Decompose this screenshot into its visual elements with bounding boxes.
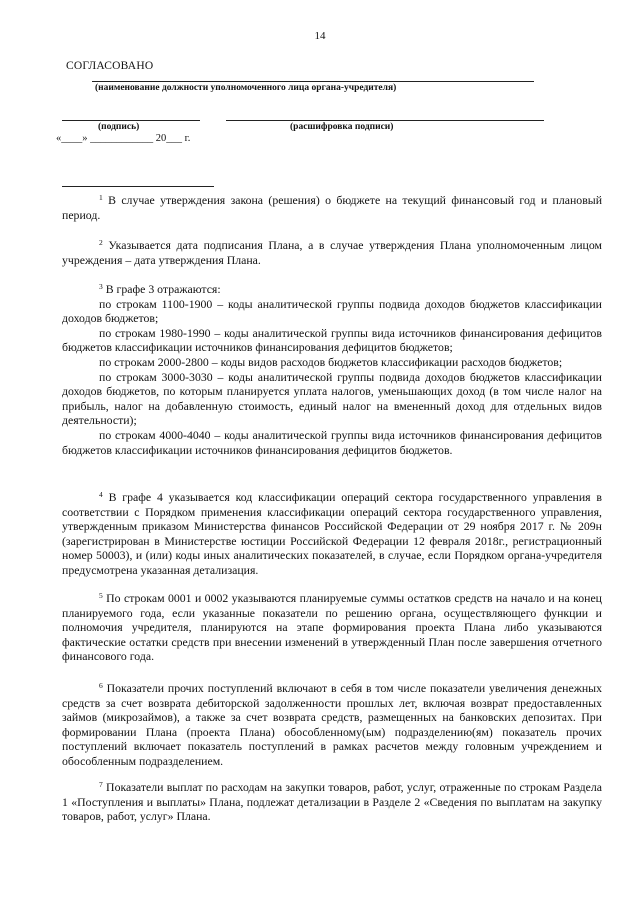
- decoding-caption: (расшифровка подписи): [290, 122, 394, 132]
- footnote-text: Показатели выплат по расходам на закупки товаров, работ, услуг, отраженные по строкам Раздела 1 «Поступления и выплаты» Плана, подлежат детализации в Разделе 2 «Сведения по выплатам на закупку товаров, работ, услуг» Плана.: [62, 780, 603, 824]
- signature-line: [62, 120, 200, 121]
- footnote-mark: 1: [99, 193, 103, 202]
- footnote-4: [62, 490, 602, 578]
- footnote-mark: 4: [99, 490, 103, 499]
- page-number: 14: [314, 30, 326, 42]
- footnote-item: по строкам 2000-2800 – коды видов расходов бюджетов классификации расходов бюджетов;: [99, 354, 563, 369]
- footnote-item: по строкам 4000-4040 – коды аналитической группы вида источников финансирования дефицитов бюджетов классификации источников финансирования дефицитов бюджетов.: [62, 427, 602, 457]
- approval-heading: СОГЛАСОВАНО: [66, 60, 154, 72]
- footnote-5: [62, 591, 602, 664]
- footnote-mark: 7: [99, 780, 103, 789]
- footnote-mark: 2: [99, 238, 103, 247]
- footnote-mark: 6: [99, 681, 103, 690]
- footnote-1: [62, 193, 602, 222]
- footnote-item: по строкам 1100-1900 – коды аналитической группы подвида доходов бюджетов классификации доходов бюджетов;: [62, 296, 602, 326]
- footnote-6: [62, 681, 602, 769]
- footnote-7: [62, 780, 602, 824]
- footnote-text: По строкам 0001 и 0002 указываются планируемые суммы остатков средств на начало и на конец планируемого года, если указанные показатели по решению органа, осуществляющего функции и полномочия учредителя, планируются на этапе формирования проекта Плана либо указываются фактические остатки средств при внесении изменений в утвержденный План после завершения отчетного финансового года.: [62, 591, 602, 664]
- position-caption: (наименование должности уполномоченного лица органа-учредителя): [95, 83, 397, 93]
- signature-caption: (подпись): [98, 122, 140, 132]
- footnote-text: Указывается дата подписания Плана, а в случае утверждения Плана уполномоченным лицом учреждения – дата утверждения Плана.: [62, 238, 602, 267]
- footnote-separator: [62, 186, 214, 187]
- footnote-2: [62, 238, 602, 267]
- footnote-3: [62, 282, 602, 457]
- approval-date-line: «____» ____________ 20___ г.: [56, 133, 191, 144]
- footnote-intro: В графе 3 отражаются:: [105, 282, 221, 296]
- footnote-text: Показатели прочих поступлений включают в себя в том числе показатели увеличения денежных средств за счет возврата дебиторской задолженности прошлых лет, включая возврат предоставленных займов (микрозаймов), а также за счет возврата средств, размещенных на банковских депозитах. При формировании Плана (проекта Плана) обособленному(ым) подразделению(ям) показатель прочих поступлений включает показатель поступлений в рамках расчетов между головным учреждением и обособленным подразделением.: [62, 681, 603, 768]
- position-line: [92, 81, 534, 82]
- footnote-text: В случае утверждения закона (решения) о бюджете на текущий финансовый год и плановый период.: [62, 193, 603, 222]
- footnote-mark: 5: [99, 591, 103, 600]
- footnote-item: по строкам 3000-3030 – коды аналитической группы подвида доходов бюджетов классификации доходов бюджетов, по которым планируется уплата налогов, уменьшающих доход (в том числе налог на прибыль, налог на добавленную стоимость, единый налог на вмененный доход для отдельных видов деятельности);: [62, 369, 602, 428]
- footnote-item: по строкам 1980-1990 – коды аналитической группы вида источников финансирования дефицитов бюджетов классификации источников финансирования дефицитов бюджетов;: [62, 325, 602, 355]
- footnote-mark: 3: [99, 282, 103, 291]
- decoding-line: [226, 120, 544, 121]
- footnote-text: В графе 4 указывается код классификации операций сектора государственного управления в соответствии с Порядком применения классификации операций сектора государственного управления, утвержденным приказом Министерства финансов Российской Федерации от 29 ноября 2017 г. № 209н (зарегистрирован в Министерстве юстиции Российской Федерации 12 февраля 2018г., регистрационный номер 50003), и (или) коды иных аналитических показателей, в случае, если Порядком органа-учредителя предусмотрена указанная детализация.: [62, 490, 602, 577]
